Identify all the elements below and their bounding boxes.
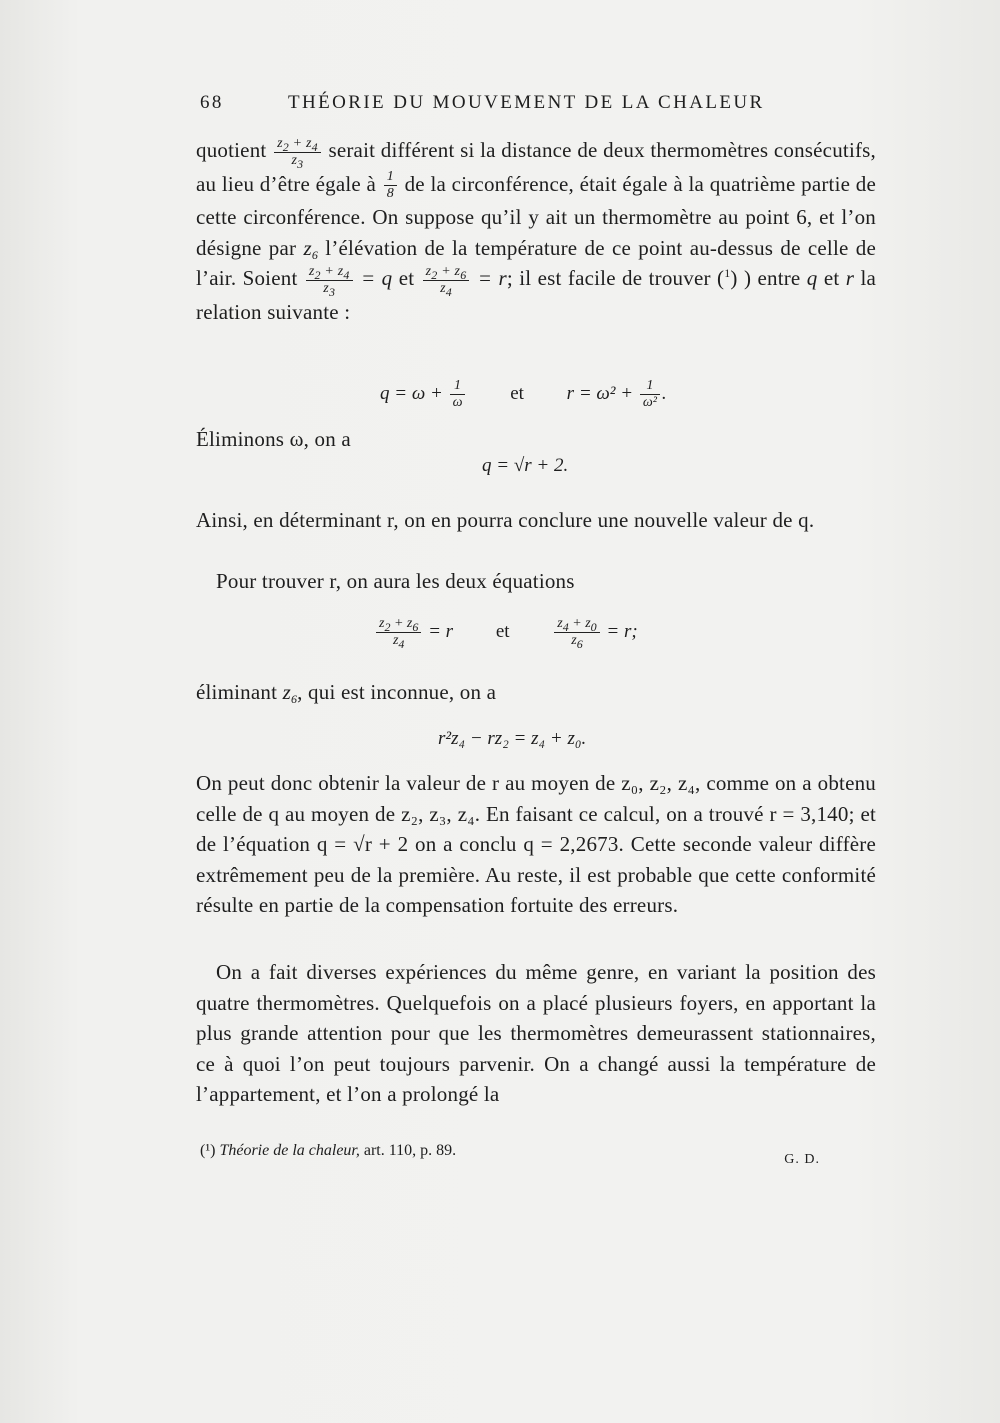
text: l’élévation de la température de ce point au-dessus de celle de l’air. Soient <box>196 235 876 291</box>
r-symbol: r <box>845 266 855 291</box>
editor-initials: G. D. <box>784 1152 820 1167</box>
footnote <box>200 1142 820 1167</box>
paragraph-3: Pour trouver r, on aura les deux équations <box>216 569 575 593</box>
text: ; il est facile de trouver ( <box>506 266 725 291</box>
paragraph-2: Ainsi, en déterminant r, on en pourra conclure une nouvelle valeur de q. <box>196 508 815 532</box>
text: ) entre <box>743 266 801 291</box>
fraction-z2-z4-over-z3: $\frac{z_2 + z_4}{z_3}$ <box>274 136 321 169</box>
paragraph-4: éliminant $z_6$, qui est inconnue, on a <box>196 680 497 706</box>
z6-symbol: $z_6$ <box>303 235 319 262</box>
equation-1: q = ω + $\frac{1}{\omega}$ et r = ω² + $\frac{1}{\text{ω²}}$ . <box>380 378 667 410</box>
text: serait différent si la distance de deux thermomètres consécutifs, au lieu d’être égale à <box>196 138 876 196</box>
equals-r: = r <box>477 266 507 291</box>
fraction-one-eighth: $\frac{1}{8}$ <box>384 169 397 202</box>
paragraph-1: quotient $\frac{z_2 + z_4}{z_3}$ serait différent si la distance de deux thermomètres consécutifs, au lieu d’être égale à $\frac{1}{8}$ de la circonférence, était égale à la quatrième partie de cette circonférence. On suppose qu’il y ait un thermomètre au point 6, et l’on désigne par $z_6$ l’élévation de la température de ce point au-dessus de celle de l’air. Soient $\frac{z_2 + z_4}{z_3}$ = q et $\frac{z_2 + z_6}{z_4}$ = r; il est facile de trouver ($^1$) ) entre q et r la relation suivante : <box>196 135 877 325</box>
q-symbol: q <box>806 266 818 291</box>
text: et <box>398 266 415 291</box>
footnote-mark: (¹) <box>200 1142 216 1159</box>
footnote-ref: 1 <box>724 266 731 281</box>
paragraph-6: On a fait diverses expériences du même genre, en variant la position des quatre thermomètres. Quelquefois on a placé plusieurs foyers, en apportant la plus grande attention pour que les thermomètres demeurassent stationnaires, ce à quoi l’on peut toujours parvenir. On a changé aussi la température de l’appartement, et l’on a prolongé la <box>196 960 876 1106</box>
footnote-source: Théorie de la chaleur, <box>219 1142 360 1159</box>
text: la relation suivante : <box>196 266 877 325</box>
equation-4: r²z₄ − rz₂ = z₄ + z₀. <box>438 728 587 749</box>
equation-3: $\frac{z_2 + z_6}{z_4}$ = r et $\frac{z_4 + z_0}{z_6}$ = r; <box>374 616 638 649</box>
running-title: THÉORIE DU MOUVEMENT DE LA CHALEUR <box>288 92 765 113</box>
text: de la circonférence, était égale à la quatrième partie de cette circonférence. On suppose qu’il y ait un thermomètre au point 6, et l’on désigne par <box>196 171 877 260</box>
footnote-ref-text: art. 110, p. 89. <box>363 1142 457 1159</box>
paragraph-5: On peut donc obtenir la valeur de r au moyen de z₀, z₂, z₄, comme on a obtenu celle de q au moyen de z₂, z₃, z₄. En faisant ce calcul, on a trouvé r = 3,140; et de l’équation q = √r + 2 on a conclu q = 2,2673. Cette seconde valeur diffère extrêmement peu de la première. Au reste, il est probable que cette conformité résulte en partie de la compensation fortuite des erreurs. <box>196 771 876 917</box>
text: quotient <box>196 138 267 162</box>
text: et <box>823 266 840 291</box>
fraction-r: $\frac{z_2 + z_6}{z_4}$ <box>423 264 470 297</box>
equation-2: q = √r + 2. <box>482 455 569 476</box>
equals-q: = q <box>360 266 393 291</box>
page-number: 68 <box>200 92 224 113</box>
fraction-q: $\frac{z_2 + z_4}{z_3}$ <box>306 264 353 297</box>
elimination-line: Éliminons ω, on a <box>196 427 351 451</box>
